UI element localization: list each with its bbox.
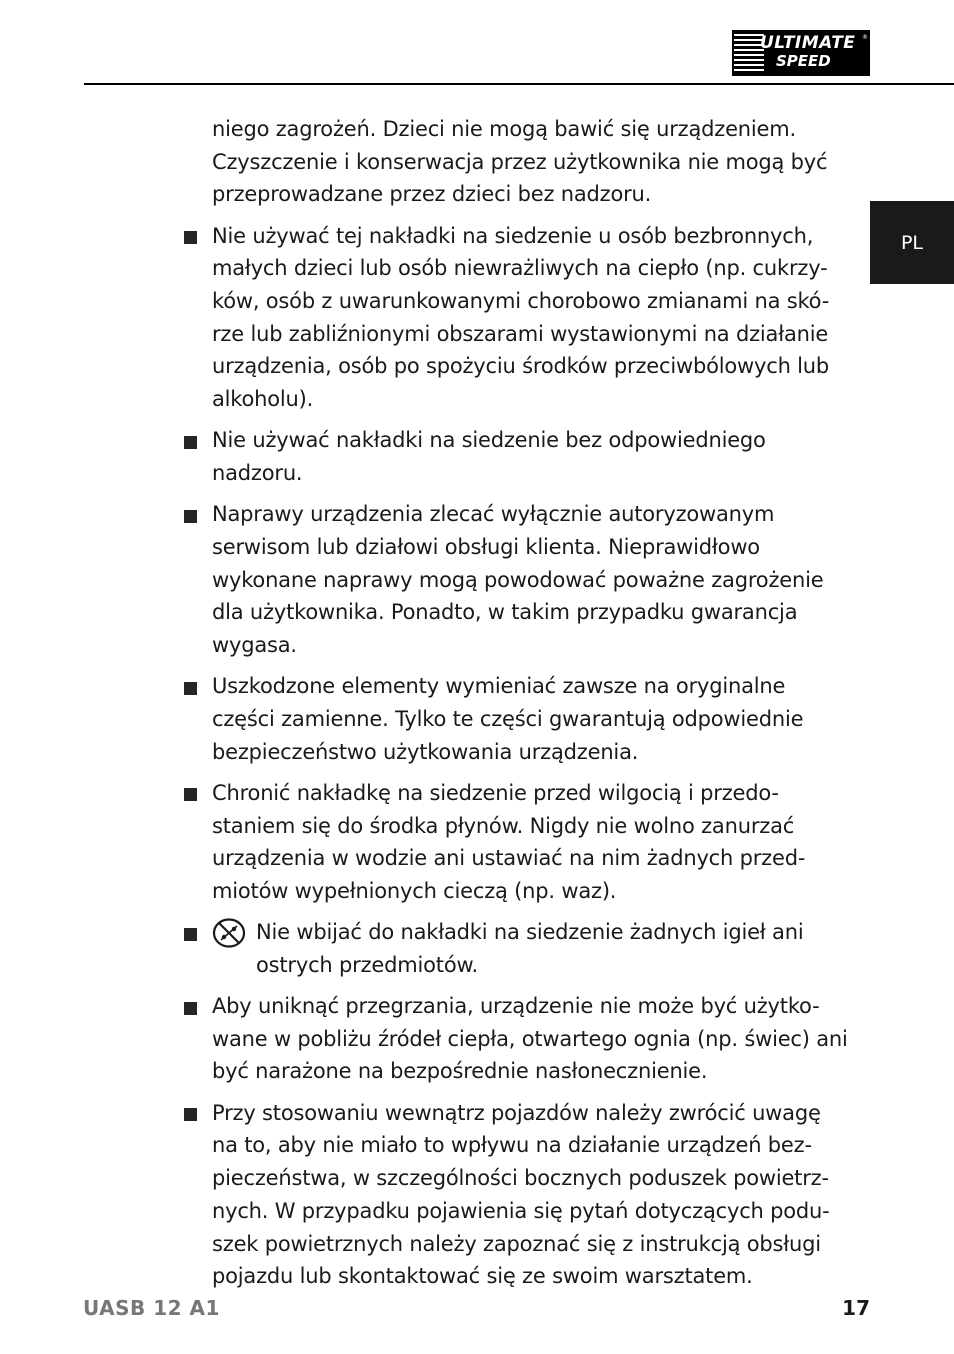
logo-line-1: ULTIMATE	[760, 33, 856, 53]
brand-logo	[732, 30, 870, 76]
intro-paragraph: niego zagrożeń. Dzieci nie mogą bawić się urządzeniem. Czyszczenie i konserwacja przez użytkownika nie mogą być przeprowadzane przez dzieci bez nadzoru.	[212, 117, 828, 207]
bullet-square	[184, 682, 197, 695]
safety-instructions	[212, 113, 852, 1293]
list-item-text: Przy stosowaniu wewnątrz pojazdów należy zwrócić uwagę na to, aby nie miało to wpływu na działanie urządzeń bez-pieczeństwa, w szczególności bocznych poduszek powietrz-nych. W przypadku pojawienia się pytań dotyczących podu-szek powietrznych należy zapoznać się z instrukcją obsługi pojazdu lub skontaktować się ze swoim warsztatem.	[212, 1100, 830, 1289]
bullet-square	[184, 1002, 197, 1015]
bullet-square	[184, 928, 197, 941]
list-item	[212, 1097, 852, 1293]
list-item	[212, 220, 852, 416]
language-tab: PL	[870, 201, 954, 284]
logo-line-2: SPEED	[776, 52, 831, 70]
list-item-text: Naprawy urządzenia zlecać wyłącznie autoryzowanym serwisom lub działowi obsługi klienta. Nieprawidłowo wykonane naprawy mogą powodować poważne zagrożenie dla użytkownika. Ponadto, w takim przypadku gwarancja wygasa.	[212, 502, 824, 658]
list-item-text: Aby uniknąć przegrzania, urządzenie nie może być użytko-wane w pobliżu źródeł ciepła, otwartego ognia (np. świec) ani być narażone na bezpośrednie nasłonecznienie.	[212, 994, 848, 1084]
header-rule	[84, 83, 954, 85]
logo-registered-mark: ®	[862, 34, 868, 41]
list-item-text: Nie używać tej nakładki na siedzenie u osób bezbronnych, małych dzieci lub osób niewrażliwych na ciepło (np. cukrzy-ków, osób z uwarunkowanymi chorobowo zmianami na skó-rze lub zabliźnionymi obszarami wystawionymi na działanie urządzenia, osób po spożyciu środków przeciwbólowych lub alkoholu).	[212, 223, 830, 412]
list-item	[212, 424, 852, 489]
list-item	[212, 777, 852, 908]
list-item	[212, 670, 852, 768]
no-needles-icon	[212, 918, 246, 948]
list-item	[212, 990, 852, 1088]
bullet-square	[184, 788, 197, 801]
bullet-square	[184, 436, 197, 449]
list-item	[212, 498, 852, 662]
list-item-text: Nie wbijać do nakładki na siedzenie żadnych igieł ani ostrych przedmiotów.	[256, 920, 804, 977]
list-item-text: Chronić nakładkę na siedzenie przed wilgocią i przedo-staniem się do środka płynów. Nigdy nie wolno zanurzać urządzenia w wodzie ani ustawiać na nim żadnych przed-miotów wypełnionych cieczą (np. waz).	[212, 780, 806, 903]
list-item-text: Nie używać nakładki na siedzenie bez odpowiedniego nadzoru.	[212, 428, 766, 486]
footer-page-number: 17	[842, 1296, 870, 1320]
bullet-square	[184, 231, 197, 244]
bullet-square	[184, 510, 197, 523]
footer-model-number: UASB 12 A1	[83, 1296, 220, 1320]
list-item-text: Uszkodzone elementy wymieniać zawsze na oryginalne części zamienne. Tylko te części gwarantują odpowiednie bezpieczeństwo użytkowania urządzenia.	[212, 674, 804, 764]
list-item-with-icon	[212, 916, 852, 981]
bullet-square	[184, 1108, 197, 1121]
